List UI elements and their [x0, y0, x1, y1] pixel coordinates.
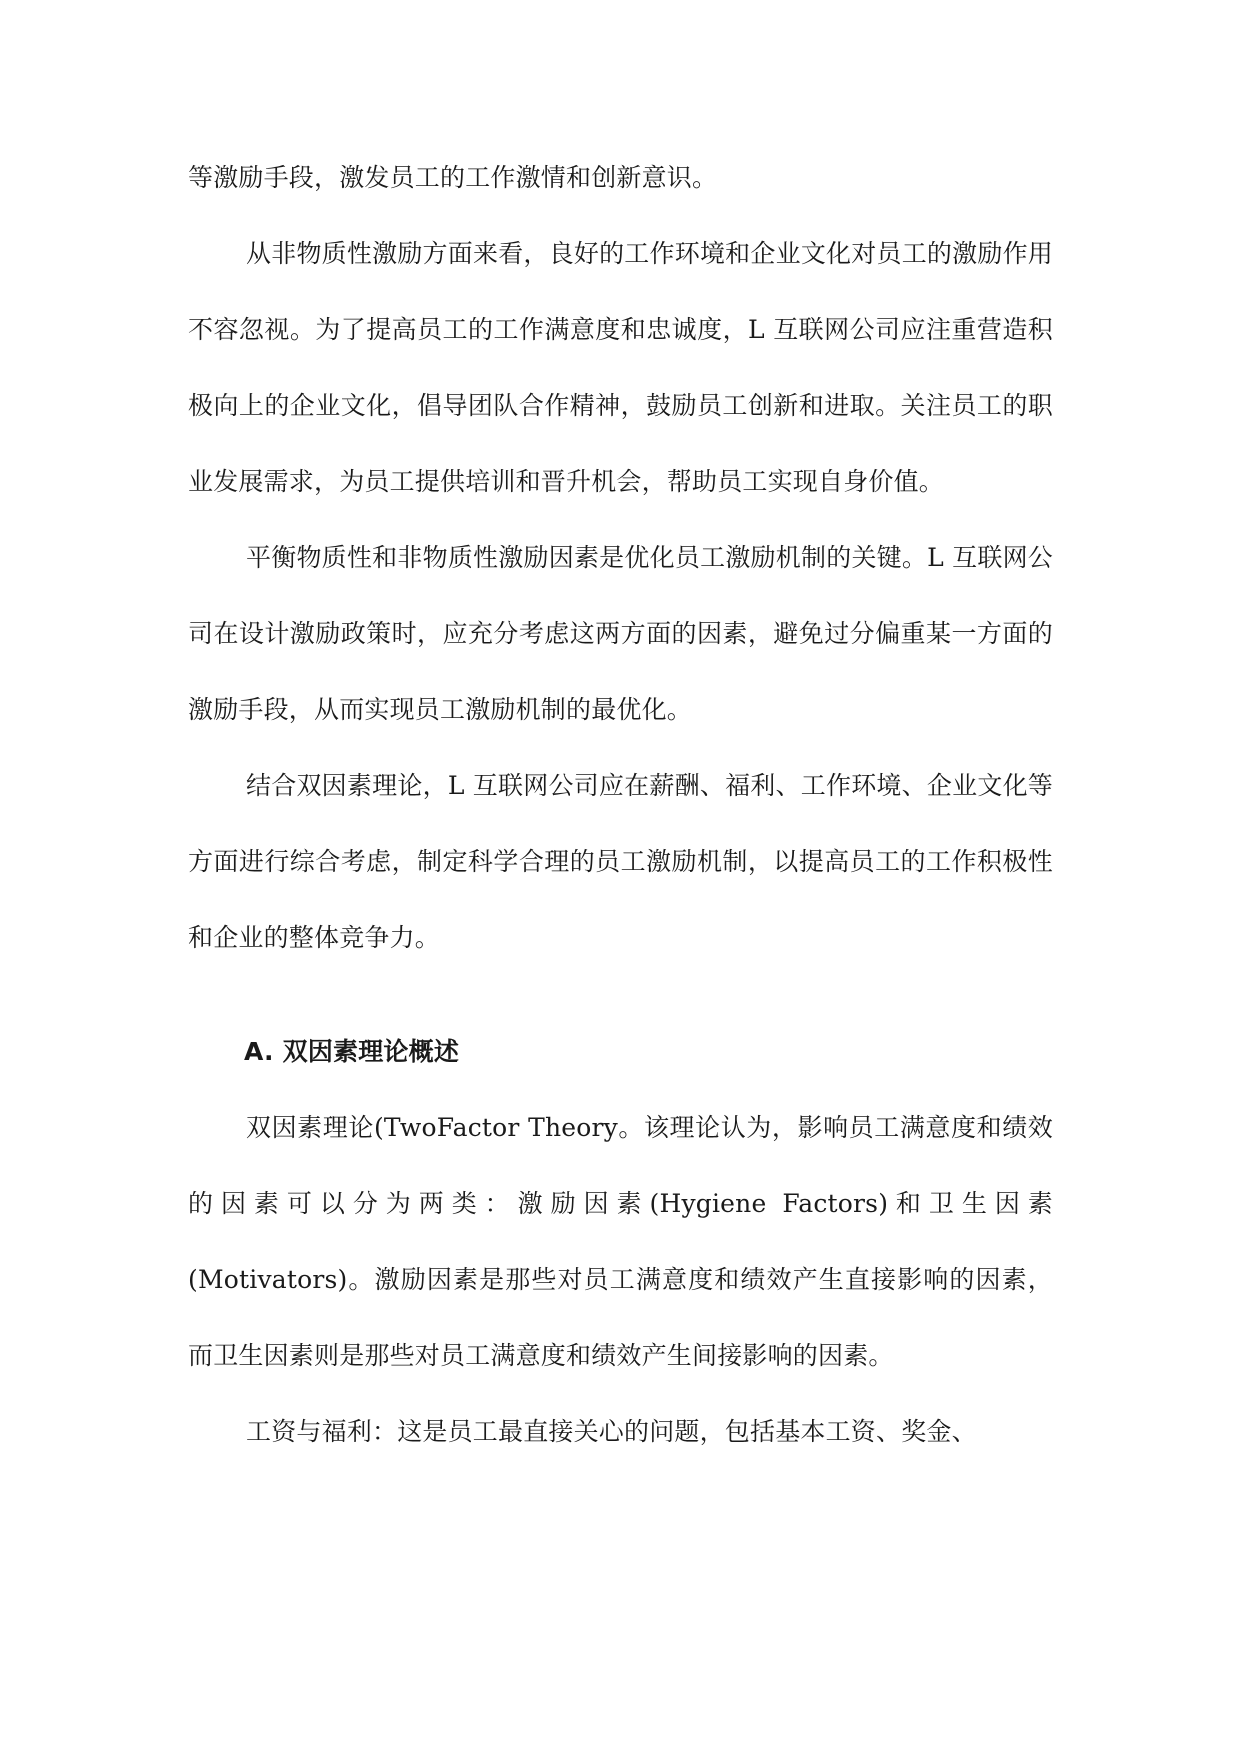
paragraph-theory-overview: 双因素理论(TwoFactor Theory。该理论认为，影响员工满意度和绩效的因素可以分为两类：激励因素(Hygiene Factors)和卫生因素(Motivators)。激励因素是那些对员工满意度和绩效产生直接影响的因素，而卫生因素则是那些对员工满意度和绩效产生间接影响的因素。 [188, 1113, 1053, 1370]
section-heading: A. 双因素理论概述 [244, 1037, 460, 1066]
paragraph-two-factor-application: 结合双因素理论，L 互联网公司应在薪酬、福利、工作环境、企业文化等方面进行综合考虑，制定科学合理的员工激励机制，以提高员工的工作积极性和企业的整体竞争力。 [188, 771, 1053, 952]
paragraph-balance-incentives: 平衡物质性和非物质性激励因素是优化员工激励机制的关键。L 互联网公司在设计激励政策时，应充分考虑这两方面的因素，避免过分偏重某一方面的激励手段，从而实现员工激励机制的最优化。 [188, 543, 1053, 724]
paragraph-continuation: 等激励手段，激发员工的工作激情和创新意识。 [188, 163, 718, 192]
document-body [188, 140, 1053, 1470]
paragraph-salary-benefits: 工资与福利：这是员工最直接关心的问题，包括基本工资、奖金、 [246, 1417, 977, 1446]
paragraph-non-material-incentives: 从非物质性激励方面来看，良好的工作环境和企业文化对员工的激励作用不容忽视。为了提高员工的工作满意度和忠诚度，L 互联网公司应注重营造积极向上的企业文化，倡导团队合作精神，鼓励员工创新和进取。关注员工的职业发展需求，为员工提供培训和晋升机会，帮助员工实现自身价值。 [188, 239, 1053, 496]
